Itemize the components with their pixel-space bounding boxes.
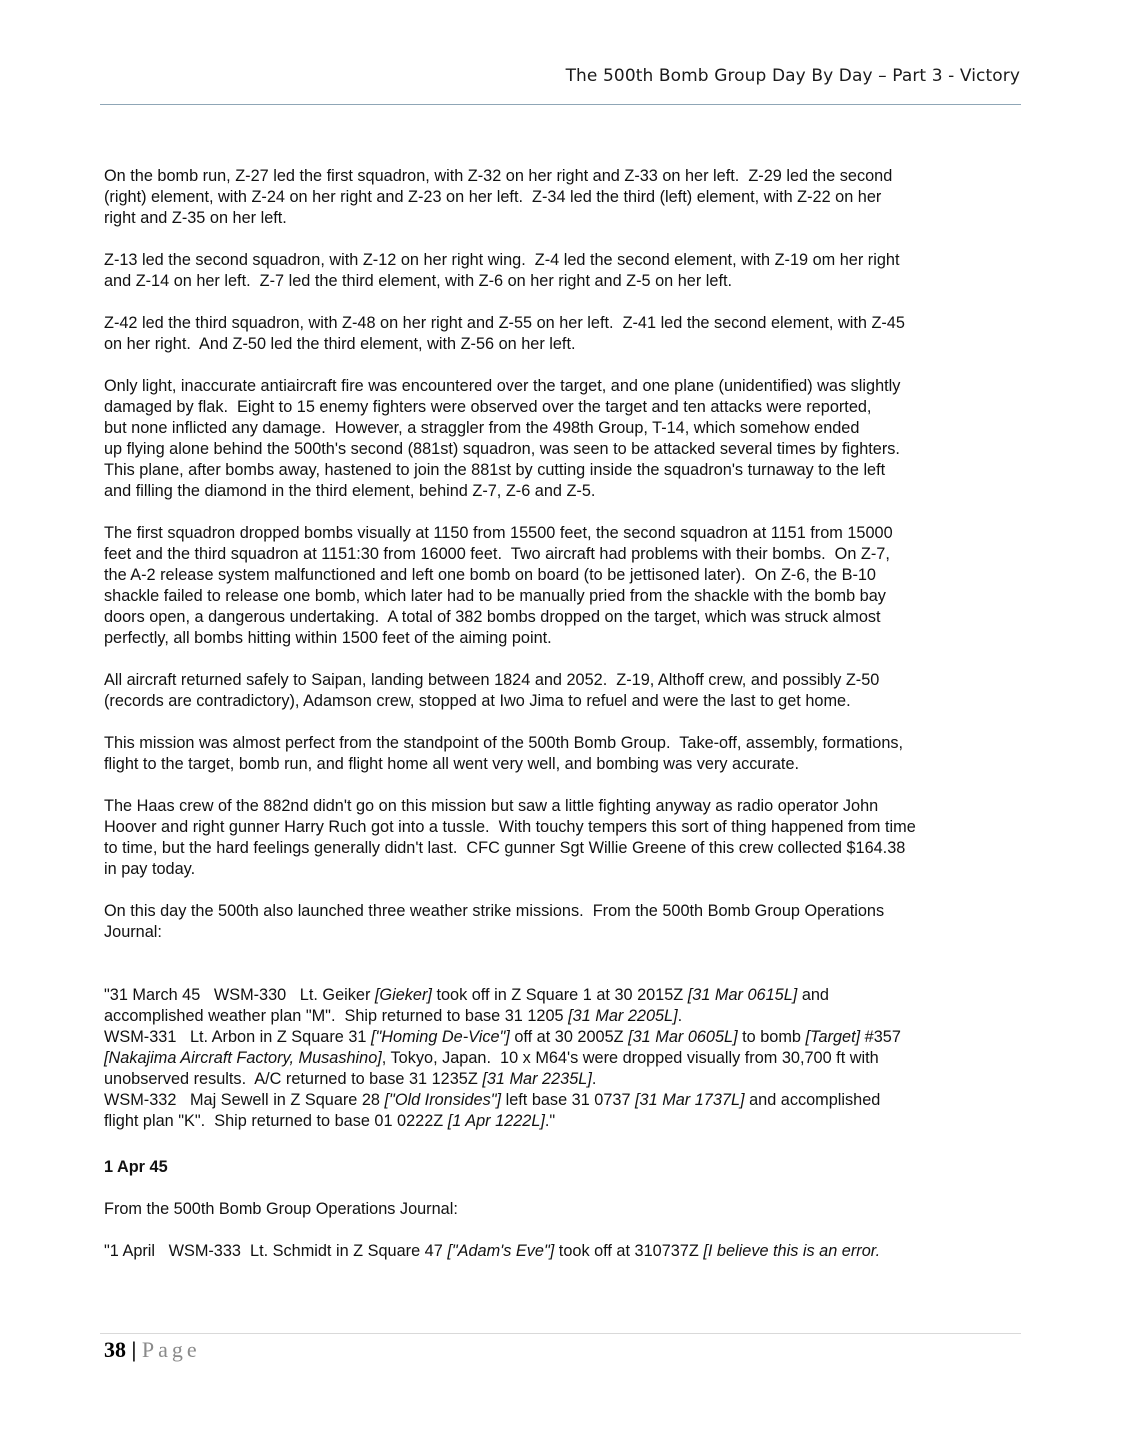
text-line: feet and the third squadron at 1151:30 from 16000 feet. Two aircraft had problems with their bombs. On Z-7,: [104, 545, 890, 563]
page-label: Page: [141, 1337, 201, 1362]
text-line: On the bomb run, Z-27 led the first squadron, with Z-32 on her right and Z-33 on her left. Z-29 led the second: [104, 167, 893, 185]
page-footer: [104, 1337, 201, 1363]
text-line: (records are contradictory), Adamson crew, stopped at Iwo Jima to refuel and were the last to get home.: [104, 692, 851, 710]
text: WSM-331 Lt. Arbon in Z Square 31: [104, 1028, 371, 1046]
paragraph: [104, 670, 1024, 712]
paragraph: [104, 523, 1024, 649]
note: [31 Mar 0605L]: [628, 1028, 738, 1046]
paragraph: [104, 250, 1024, 292]
text-line: This mission was almost perfect from the standpoint of the 500th Bomb Group. Take-off, assembly, formations,: [104, 734, 904, 752]
text-line: and filling the diamond in the third element, behind Z-7, Z-6 and Z-5.: [104, 482, 596, 500]
note: [31 Mar 2205L]: [568, 1007, 678, 1025]
text: accomplished weather plan "M". Ship returned to base 31 1205: [104, 1007, 569, 1025]
text: .: [677, 1007, 683, 1025]
text: .: [591, 1070, 597, 1088]
text-line: right and Z-35 on her left.: [104, 209, 287, 227]
text: and: [797, 986, 829, 1004]
text-line: shackle failed to release one bomb, which later had to be manually pried from the shackle with the bomb bay: [104, 587, 886, 605]
footer-rule: [100, 1333, 1021, 1334]
header-rule: [100, 104, 1021, 105]
text: took off at 310737Z: [554, 1242, 704, 1260]
note: [31 Mar 0615L]: [687, 986, 798, 1004]
text-line: Only light, inaccurate antiaircraft fire was encountered over the target, and one plane (unidentified) was slightly: [104, 377, 901, 395]
note: [Nakajima Aircraft Factory, Musashino]: [104, 1049, 382, 1067]
body-paragraphs: [104, 166, 1024, 943]
text-line: damaged by flak. Eight to 15 enemy fighters were observed over the target and ten attacks were reported,: [104, 398, 872, 416]
text-line: The first squadron dropped bombs visually at 1150 from 15500 feet, the second squadron at 1151 from 15000: [104, 524, 893, 542]
note: [Target]: [805, 1028, 861, 1046]
text-line: All aircraft returned safely to Saipan, landing between 1824 and 2052. Z-19, Althoff crew, and possibly Z-50: [104, 671, 880, 689]
text-line: Journal:: [104, 923, 162, 941]
text: left base 31 0737: [501, 1091, 636, 1109]
paragraph: [104, 166, 1024, 229]
section-intro: From the 500th Bomb Group Operations Journal:: [104, 1200, 458, 1218]
text: .": [544, 1112, 556, 1130]
text-line: On this day the 500th also launched three weather strike missions. From the 500th Bomb Group Operations: [104, 902, 885, 920]
text: unobserved results. A/C returned to base 31 1235Z: [104, 1070, 483, 1088]
text-line: and Z-14 on her left. Z-7 led the third element, with Z-6 on her right and Z-5 on her left.: [104, 272, 733, 290]
paragraph: [104, 796, 1024, 880]
journal-entries: [104, 985, 1024, 1132]
note: ["Old Ironsides"]: [384, 1091, 502, 1109]
text-line: Z-13 led the second squadron, with Z-12 on her right wing. Z-4 led the second element, with Z-19 om her right: [104, 251, 900, 269]
page-number: 38: [104, 1337, 126, 1362]
note: ["Adam's Eve"]: [447, 1242, 555, 1260]
text: "31 March 45 WSM-330 Lt. Geiker: [104, 986, 375, 1004]
text: and accomplished: [744, 1091, 881, 1109]
text: flight plan "K". Ship returned to base 01 0222Z: [104, 1112, 448, 1130]
text: #357: [860, 1028, 901, 1046]
text: WSM-332 Maj Sewell in Z Square 28: [104, 1091, 385, 1109]
text-line: Hoover and right gunner Harry Ruch got into a tussle. With touchy tempers this sort of thing happened from time: [104, 818, 916, 836]
section-heading: 1 Apr 45: [104, 1158, 168, 1176]
note: [1 Apr 1222L]: [447, 1112, 545, 1130]
text: off at 30 2005Z: [509, 1028, 629, 1046]
text: , Tokyo, Japan. 10 x M64's were dropped visually from 30,700 ft with: [381, 1049, 879, 1067]
text: to bomb: [737, 1028, 806, 1046]
running-header: The 500th Bomb Group Day By Day – Part 3 - Victory: [565, 66, 1020, 86]
text-line: This plane, after bombs away, hastened to join the 881st by cutting inside the squadron's turnaway to the left: [104, 461, 886, 479]
text-line: perfectly, all bombs hitting within 1500 feet of the aiming point.: [104, 629, 552, 647]
paragraph: [104, 733, 1024, 775]
text-line: to time, but the hard feelings generally didn't last. CFC gunner Sgt Willie Greene of this crew collected $164.38: [104, 839, 906, 857]
page-body: [104, 166, 1024, 1283]
paragraph: [104, 376, 1024, 502]
text-line: flight to the target, bomb run, and flight home all went very well, and bombing was very accurate.: [104, 755, 800, 773]
text-line: The Haas crew of the 882nd didn't go on this mission but saw a little fighting anyway as radio operator John: [104, 797, 879, 815]
paragraph: [104, 313, 1024, 355]
text-line: but none inflicted any damage. However, a straggler from the 498th Group, T-14, which somehow ended: [104, 419, 860, 437]
text-line: up flying alone behind the 500th's second (881st) squadron, was seen to be attacked several times by fighters.: [104, 440, 900, 458]
text: took off in Z Square 1 at 30 2015Z: [431, 986, 688, 1004]
text-line: (right) element, with Z-24 on her right and Z-23 on her left. Z-34 led the third (left) element, with Z-22 on her: [104, 188, 882, 206]
paragraph: [104, 901, 1024, 943]
note: [Gieker]: [374, 986, 432, 1004]
text-line: in pay today.: [104, 860, 196, 878]
footer-separator: |: [131, 1337, 137, 1362]
journal-entry: [104, 1241, 1024, 1262]
text-line: the A-2 release system malfunctioned and left one bomb on board (to be jettisoned later). On Z-6, the B-10: [104, 566, 876, 584]
text: "1 April WSM-333 Lt. Schmidt in Z Square 47: [104, 1242, 448, 1260]
note: ["Homing De-Vice"]: [370, 1028, 510, 1046]
text-line: Z-42 led the third squadron, with Z-48 on her right and Z-55 on her left. Z-41 led the second element, with Z-45: [104, 314, 905, 332]
note: [31 Mar 2235L]: [482, 1070, 592, 1088]
note: [I believe this is an error.: [703, 1242, 881, 1260]
note: [31 Mar 1737L]: [635, 1091, 745, 1109]
text-line: on her right. And Z-50 led the third element, with Z-56 on her left.: [104, 335, 576, 353]
text-line: doors open, a dangerous undertaking. A total of 382 bombs dropped on the target, which was struck almost: [104, 608, 881, 626]
